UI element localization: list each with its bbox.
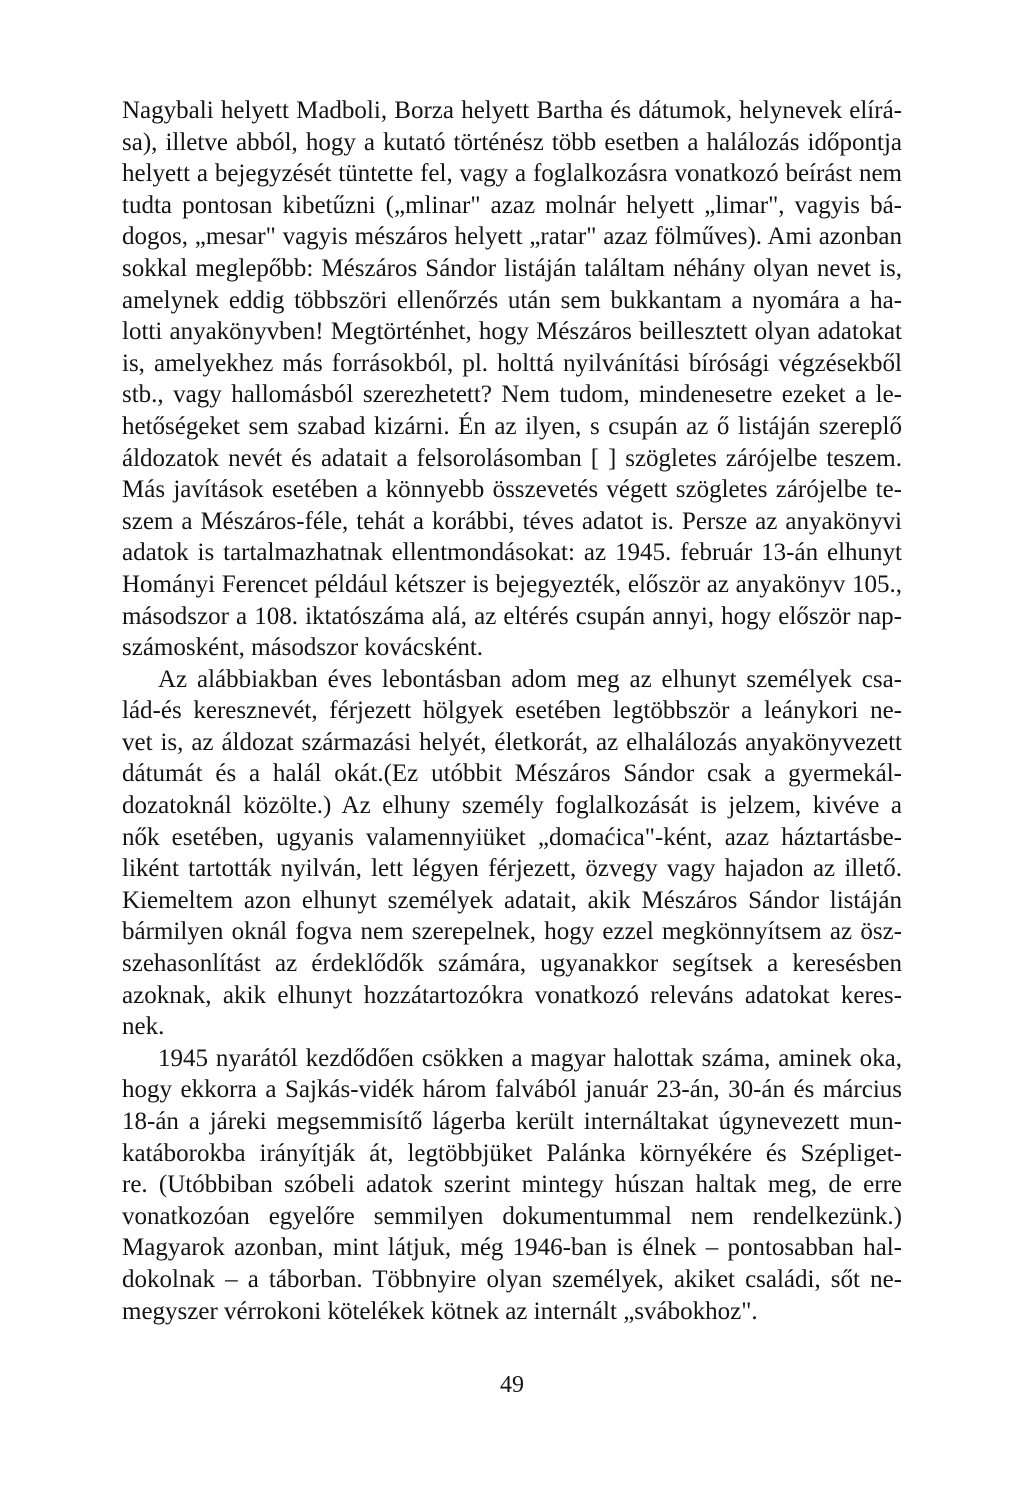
text-line: dokolnak – a táborban. Többnyire olyan személyek, akiket családi, sőt ne- (122, 1265, 902, 1293)
body-text (122, 95, 902, 1327)
text-line: tudta pontosan kibetűzni („mlinar" azaz molnár helyett „limar", vagyis bá- (122, 191, 902, 219)
text-line: 18-án a járeki megsemmisítő lágerba került internáltakat úgynevezett mun- (122, 1108, 902, 1135)
text-line: adatok is tartalmazhatnak ellentmondásokat: az 1945. február 13-án elhunyt (122, 539, 902, 567)
paragraph (122, 664, 902, 1043)
text-line: helyett a bejegyzését tüntette fel, vagy a foglalkozásra vonatkozó beírást nem (122, 160, 902, 188)
text-line: lotti anyakönyvben! Megtörténhet, hogy Mészáros beillesztett olyan adatokat (122, 318, 902, 346)
text-line: bármilyen oknál fogva nem szerepelnek, hogy ezzel megkönnyítsem az ösz- (122, 918, 902, 946)
text-line: másodszor a 108. iktatószáma alá, az eltérés csupán annyi, hogy először nap- (122, 602, 902, 630)
text-line: szem a Mészáros-féle, tehát a korábbi, téves adatot is. Persze az anyakönyvi (122, 507, 902, 535)
text-line: dátumát és a halál okát.(Ez utóbbit Mészáros Sándor csak a gyermekál- (122, 760, 902, 788)
text-line: is, amelyekhez más forrásokból, pl. holttá nyilvánítási bírósági végzésekből (122, 349, 902, 377)
text-line: Kiemeltem azon elhunyt személyek adatait, akik Mészáros Sándor listáján (122, 886, 902, 914)
text-line: sa), illetve abból, hogy a kutató történész több esetben a halálozás időpontja (122, 128, 902, 156)
text-line: sokkal meglepőbb: Mészáros Sándor listáján találtam néhány olyan nevet is, (122, 254, 902, 282)
text-line: hogy ekkorra a Sajkás-vidék három falvából január 23-án, 30-án és március (122, 1076, 902, 1104)
text-line: amelynek eddig többszöri ellenőrzés után sem bukkantam a nyomára a ha- (122, 286, 902, 314)
text-line: hetőségeket sem szabad kizárni. Én az ilyen, s csupán az ő listáján szereplő (122, 412, 902, 440)
text-line: dogos, „mesar" vagyis mészáros helyett „ratar" azaz fölműves). Ami azonban (122, 223, 902, 251)
text-line: Nagybali helyett Madboli, Borza helyett Bartha és dátumok, helynevek elírá- (122, 97, 902, 124)
text-line: re. (Utóbbiban szóbeli adatok szerint mintegy húszan haltak meg, de erre (122, 1171, 902, 1199)
text-line: 1945 nyarától kezdődően csökken a magyar halottak száma, aminek oka, (158, 1044, 902, 1072)
text-line: Más javítások esetében a könnyebb összevetés végett szögletes zárójelbe te- (122, 476, 902, 504)
text-line: stb., vagy hallomásból szerezhetett? Nem tudom, mindenesetre ezeket a le- (122, 381, 902, 409)
paragraph (122, 1043, 902, 1327)
text-line: katáborokba irányítják át, legtöbbjüket Palánka környékére és Szépliget- (122, 1139, 902, 1167)
text-line: liként tartották nyilván, lett légyen férjezett, özvegy vagy hajadon az illető. (122, 855, 902, 883)
text-line: vonatkozóan egyelőre semmilyen dokumentummal nem rendelkezünk.) (122, 1202, 902, 1230)
text-line: Az alábbiakban éves lebontásban adom meg az elhunyt személyek csa- (158, 665, 902, 693)
text-line: dozatoknál közölte.) Az elhuny személy foglalkozását is jelzem, kivéve a (122, 792, 902, 820)
text-line: azoknak, akik elhunyt hozzátartozókra vonatkozó releváns adatokat keres- (122, 981, 902, 1009)
text-line: nek. (122, 1013, 165, 1041)
page-number: 49 (500, 1372, 524, 1398)
text-line: megyszer vérrokoni kötelékek kötnek az internált „svábokhoz". (122, 1297, 758, 1325)
text-line: lád-és keresznevét, férjezett hölgyek esetében legtöbbször a leánykori ne- (122, 697, 902, 725)
text-line: számosként, másodszor kovácsként. (122, 634, 484, 662)
text-line: áldozatok nevét és adatait a felsorolásomban [ ] szögletes zárójelbe teszem. (122, 444, 902, 472)
text-line: Hományi Ferencet például kétszer is bejegyezték, először az anyakönyv 105., (122, 570, 902, 598)
text-line: vet is, az áldozat származási helyét, életkorát, az elhalálozás anyakönyvezett (122, 728, 902, 756)
text-line: nők esetében, ugyanis valamennyiüket „domaćica"-ként, azaz háztartásbe- (122, 823, 902, 851)
paragraph (122, 95, 902, 664)
text-line: szehasonlítást az érdeklődők számára, ugyanakkor segítsek a keresésben (122, 950, 902, 978)
text-line: Magyarok azonban, mint látjuk, még 1946-ban is élnek – pontosabban hal- (122, 1234, 902, 1262)
